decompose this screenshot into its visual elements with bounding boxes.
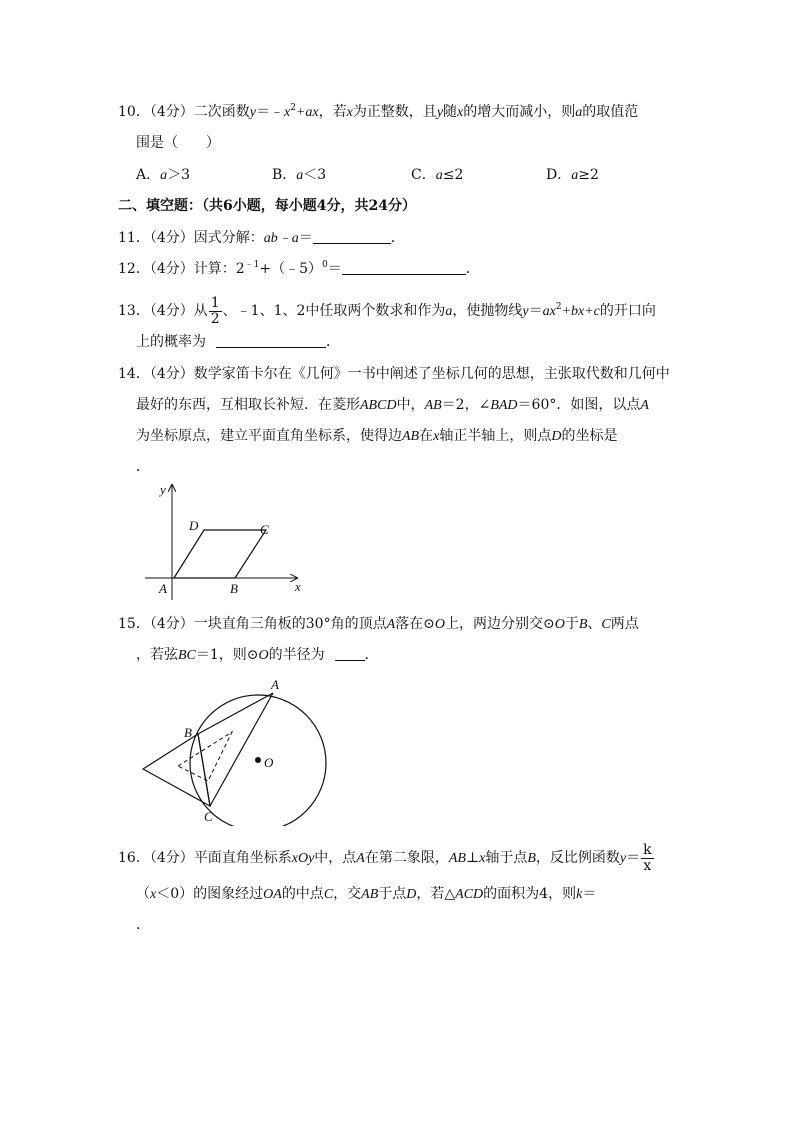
fraction-denominator: x [643, 857, 652, 874]
option-relation: ＞3 [167, 167, 191, 183]
q13-text: 上的概率为 [136, 334, 206, 350]
q14-text: 的坐标是 [561, 428, 618, 444]
q10-line1 [118, 102, 638, 123]
q15-text: ，若弦 [136, 647, 178, 663]
q11-line [118, 228, 405, 249]
q11-end: ． [390, 230, 405, 246]
q16-text: 的面积为4，则 [483, 886, 577, 902]
q15-line1 [118, 614, 639, 635]
q16-line3: ． [136, 917, 150, 933]
q15-text: 、 [587, 616, 602, 632]
q14-text: 为坐标原点，建立平面直角坐标系，使得边 [136, 428, 402, 444]
q10-option-b[interactable] [272, 165, 326, 186]
q16-text: ，交 [333, 886, 362, 902]
q16-fraction [641, 843, 653, 874]
q14-number: 14． [118, 366, 150, 382]
q16-text: 在第二象限， [364, 850, 449, 866]
q15-var: O [258, 648, 269, 663]
q16-text: ⊥ [465, 850, 480, 866]
q14-figure [135, 478, 310, 603]
option-label: C． [411, 167, 436, 183]
q14-text: 轴正半轴上，则点 [439, 428, 552, 444]
q10-text: 二次函数 [193, 104, 250, 120]
q16-line1 [118, 840, 655, 877]
q13-text: 从 [193, 303, 208, 319]
q14-var: x [433, 429, 440, 444]
q12-answer-blank[interactable] [342, 260, 466, 275]
section-heading: 二、填空题：（共6小题，每小题4分，共24分） [118, 198, 416, 214]
q13-number: 13． [118, 303, 150, 319]
fraction-numerator: k [643, 841, 652, 858]
q15-end: ． [364, 647, 379, 663]
q15-chord-bc [198, 734, 210, 806]
q14-var: A [640, 398, 649, 413]
q14-line2 [136, 395, 649, 416]
q13-expr: +bx+c [561, 304, 600, 319]
q10-option-d[interactable] [546, 165, 599, 186]
q11-expr: ab﹣a [263, 231, 299, 246]
q14-text: 在 [419, 428, 434, 444]
q12-end: ． [465, 261, 480, 277]
q16-score: （4分） [149, 850, 194, 866]
q10-text: 的取值范 [582, 104, 639, 120]
q10-number: 10． [118, 104, 150, 120]
q14-line4: ． [136, 459, 150, 475]
q13-text: 的开口向 [599, 303, 656, 319]
q13-expr: ax [542, 304, 556, 319]
q16-var: y [619, 851, 627, 866]
q10-expr-exponent: 2 [290, 103, 296, 113]
q10-expr: ＝﹣ [255, 104, 284, 120]
q14-var: D [551, 429, 562, 444]
q15-center-dot [255, 757, 261, 763]
q15-var: A [386, 617, 396, 632]
q11-number: 11． [118, 230, 150, 246]
option-var: a [160, 168, 168, 183]
q16-text: ＝ [582, 886, 597, 902]
q16-var: A [356, 851, 365, 866]
q16-var: OA [263, 887, 282, 902]
q16-var: k [576, 887, 583, 902]
q15-text: ＝1，则⊙ [195, 647, 259, 663]
option-relation: ＜3 [303, 167, 327, 183]
q14-label-a: A [159, 581, 167, 596]
fraction-numerator: 1 [210, 294, 220, 311]
q12-text: 计算：2 [193, 261, 245, 277]
q15-label-a: A [271, 677, 279, 692]
q11-answer-blank[interactable] [313, 229, 391, 244]
q13-var: a [445, 304, 453, 319]
q14-rhombus [174, 530, 266, 578]
q14-line1 [118, 364, 670, 384]
q10-option-c[interactable] [411, 165, 463, 186]
q10-option-a[interactable] [136, 165, 190, 186]
q15-var: C [601, 617, 611, 632]
q14-score: （4分） [149, 366, 194, 382]
q13-line1 [118, 293, 656, 330]
q10-var: y [436, 105, 444, 120]
q14-text: 最好的东西，互相取长补短．在菱形 [136, 397, 360, 413]
option-var: a [296, 168, 304, 183]
q16-text: ，反比例函数 [535, 850, 620, 866]
q10-expr: x [283, 105, 291, 120]
q12-number: 12． [118, 261, 150, 277]
q15-label-b: B [184, 725, 192, 740]
q10-line2: 围是（ ） [136, 135, 220, 151]
q13-expr: y [522, 304, 529, 319]
q12-eq: ＝ [327, 261, 342, 277]
q15-text: 两点 [610, 616, 639, 632]
q16-var: x [479, 851, 486, 866]
q10-text: 随 [443, 104, 458, 120]
q16-var: ACD [455, 887, 484, 902]
q14-label-x: x [295, 579, 301, 594]
q15-line2 [136, 645, 379, 666]
q15-var: BC [178, 648, 196, 663]
q11-eq: ＝ [298, 230, 313, 246]
q16-var: x [150, 887, 157, 902]
q14-var: AB [424, 398, 442, 413]
q16-text: 的中点 [281, 886, 324, 902]
q14-label-y: y [160, 482, 166, 497]
q13-expr: ＝ [528, 303, 543, 319]
q16-text: 轴于点 [485, 850, 528, 866]
q15-text: 的半径为 [268, 647, 325, 663]
q16-var: C [323, 887, 334, 902]
q13-fraction [209, 296, 222, 327]
option-var: a [435, 168, 443, 183]
q15-number: 15． [118, 616, 150, 632]
q12-text: +（﹣5） [259, 261, 323, 277]
q14-text: 数学家笛卡尔在《几何》一书中阐述了坐标几何的思想，主张取代数和几何中 [193, 366, 670, 382]
q14-var: ABCD [360, 398, 397, 413]
q15-var: B [578, 617, 588, 632]
q16-number: 16． [118, 850, 150, 866]
q15-text: 于 [564, 616, 579, 632]
q10-text: 的增大而减小，则 [463, 104, 576, 120]
q16-text: ＜0）的图象经过 [156, 886, 264, 902]
q15-answer-blank[interactable] [335, 646, 365, 661]
option-label: A． [136, 167, 161, 183]
q13-text: ，使抛物线 [452, 303, 523, 319]
q16-text: ＝ [626, 850, 641, 866]
q12-line [118, 259, 480, 279]
q14-line3 [136, 426, 617, 447]
q15-var: O [434, 617, 445, 632]
option-relation: ≤2 [442, 167, 464, 183]
q12-exponent: 0 [322, 260, 328, 270]
q14-label-c: C [260, 522, 269, 537]
q10-score: （4分） [149, 104, 194, 120]
q16-var: B [527, 851, 536, 866]
option-label: D． [546, 167, 572, 183]
q10-var: x [457, 105, 464, 120]
q10-text: ，若 [318, 104, 347, 120]
q16-text: 平面直角坐标系 [193, 850, 292, 866]
q16-text: ，若△ [416, 886, 456, 902]
q13-expr-exponent: 2 [555, 302, 562, 312]
q15-score: （4分） [149, 616, 194, 632]
q16-var: D [406, 887, 417, 902]
q15-figure [138, 676, 333, 826]
q16-var: xOy [291, 851, 315, 866]
q14-var: BAD [490, 398, 518, 413]
q14-text: ＝2，∠ [441, 397, 491, 413]
q16-text: 于点 [378, 886, 407, 902]
fraction-denominator: 2 [210, 310, 220, 327]
q10-expr: y [249, 105, 256, 120]
q16-var: AB [361, 887, 379, 902]
q15-var: O [554, 617, 565, 632]
q14-label-b: B [230, 581, 238, 596]
option-relation: ≥2 [578, 167, 599, 183]
q15-text: 上，两边分别交⊙ [445, 616, 555, 632]
q14-text: ＝60°．如图，以点 [517, 397, 641, 413]
q13-line2 [136, 332, 340, 352]
q15-text: 落在⊙ [395, 616, 435, 632]
q10-var: a [575, 105, 583, 120]
q13-end: ． [326, 334, 340, 350]
q14-var: AB [402, 429, 420, 444]
q11-text: 因式分解： [193, 230, 264, 246]
q16-text: 中，点 [314, 850, 357, 866]
q16-line2 [136, 884, 596, 905]
q10-var: x [346, 105, 353, 120]
option-var: a [571, 168, 579, 183]
q15-label-c: C [204, 809, 213, 824]
q14-text: 中， [396, 397, 425, 413]
q11-score: （4分） [149, 230, 194, 246]
q13-score: （4分） [149, 303, 194, 319]
q12-score: （4分） [149, 261, 194, 277]
q13-answer-blank[interactable] [216, 333, 326, 348]
q13-text: 、﹣1、1、2中任取两个数求和作为 [222, 303, 446, 319]
q10-expr: +ax [295, 105, 319, 120]
q12-exponent: ﹣1 [244, 260, 260, 270]
q10-text: 为正整数，且 [352, 104, 437, 120]
q15-text: 一块直角三角板的30°角的顶点 [193, 616, 387, 632]
q14-label-d: D [189, 518, 199, 533]
q15-label-o: O [264, 755, 274, 770]
q16-text: （ [136, 886, 150, 902]
q16-var: AB [448, 851, 466, 866]
option-label: B． [272, 167, 297, 183]
